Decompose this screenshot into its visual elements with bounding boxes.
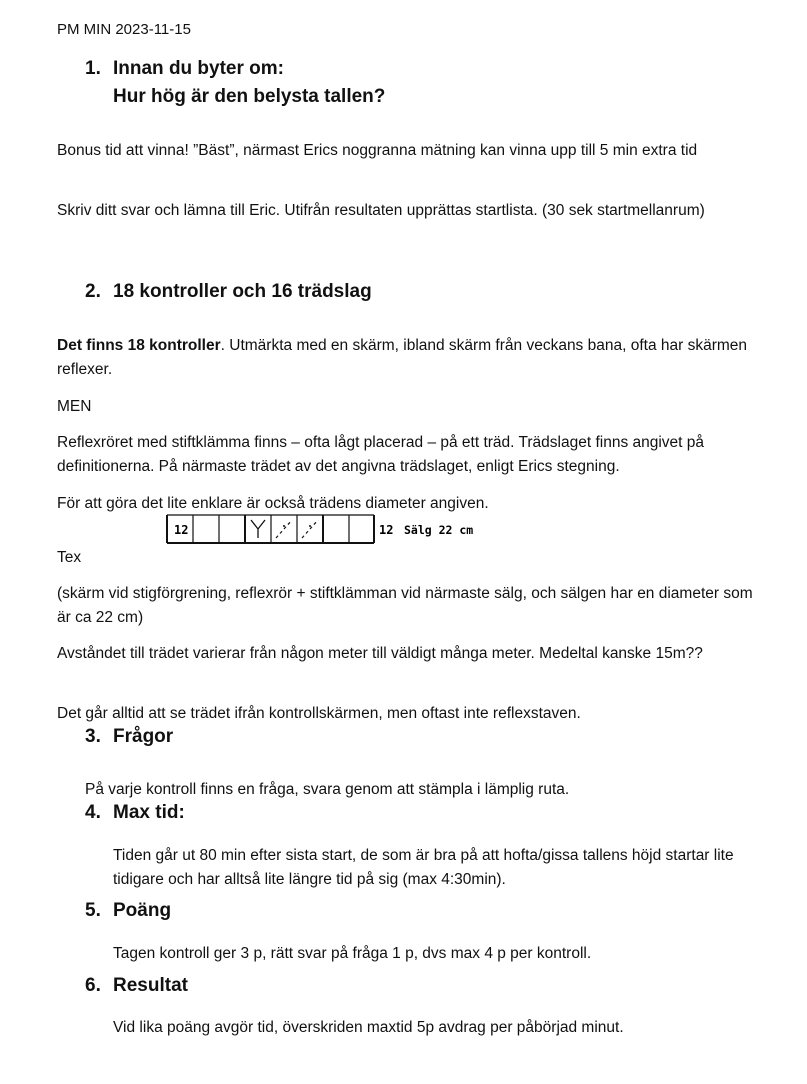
paragraph: Tagen kontroll ger 3 p, rätt svar på fråga 1 p, dvs max 4 p per kontroll. <box>113 944 592 962</box>
path-fork-icon <box>251 520 265 538</box>
example-label: Tex <box>57 548 82 566</box>
section-number: 5. <box>85 900 101 921</box>
paragraph: Avståndet till trädet varierar från någon meter till väldigt många meter. Medeltal kanske 15m?? <box>57 644 703 662</box>
section-title: Frågor <box>113 726 174 747</box>
section-number: 3. <box>85 726 101 747</box>
paragraph: Tiden går ut 80 min efter sista start, de som är bra på att hofta/gissa tallens höjd startar lite tidigare och har alltså lite längre tid på sig (max 4:30min). <box>113 846 734 888</box>
paragraph: För att göra det lite enklare är också trädens diameter angiven. <box>57 494 489 512</box>
bold-phrase: Det finns 18 kontroller <box>57 336 221 354</box>
paragraph: Bonus tid att vinna! ”Bäst”, närmast Erics noggranna mätning kan vinna upp till 5 min extra tid <box>57 141 698 159</box>
section-title: Poäng <box>113 900 172 921</box>
paragraph: Reflexröret med stiftklämma finns – ofta lågt placerad – på ett träd. Trädslaget finns angivet på definitionerna. På närmaste trädet av det angivna trädslaget, enligt Erics stegning. <box>57 433 705 475</box>
paragraph: (skärm vid stigförgrening, reflexrör + stiftklämman vid närmaste sälg, och sälgen har en diameter som är ca 22 cm) <box>57 584 753 626</box>
section-number: 1. <box>85 58 101 79</box>
section-title-line1: Innan du byter om: <box>113 58 284 79</box>
dashed-line-icon <box>276 520 292 538</box>
paragraph-rest: . Utmärkta med en skärm, ibland skärm från veckans bana, ofta har skärmen reflexer. <box>57 336 748 378</box>
section-title: Max tid: <box>113 802 185 823</box>
section-number: 6. <box>85 975 101 996</box>
section-number: 2. <box>85 281 101 302</box>
paragraph: Det går alltid att se trädet ifrån kontrollskärmen, men oftast inte reflexstaven. <box>57 704 581 722</box>
paragraph: Vid lika poäng avgör tid, överskriden maxtid 5p avdrag per påbörjad minut. <box>113 1018 624 1036</box>
paragraph: På varje kontroll finns en fråga, svara genom att stämpla i lämplig ruta. <box>85 780 570 798</box>
section-title-line2: Hur hög är den belysta tallen? <box>113 86 386 107</box>
dashed-line-icon <box>302 520 318 538</box>
section-title: Resultat <box>113 975 188 996</box>
paragraph <box>57 334 757 382</box>
control-description-example <box>166 512 486 548</box>
section-number: 4. <box>85 802 101 823</box>
paragraph: Skriv ditt svar och lämna till Eric. Utifrån resultaten upprättas startlista. (30 sek startmellanrum) <box>57 201 705 219</box>
paragraph: MEN <box>57 397 92 415</box>
tree-type-text: Sälg 22 cm <box>404 523 474 537</box>
control-number-left: 12 <box>174 523 189 537</box>
section-title: 18 kontroller och 16 trädslag <box>113 281 372 302</box>
control-number-right: 12 <box>379 523 394 537</box>
page-header: PM MIN 2023-11-15 <box>57 21 191 38</box>
